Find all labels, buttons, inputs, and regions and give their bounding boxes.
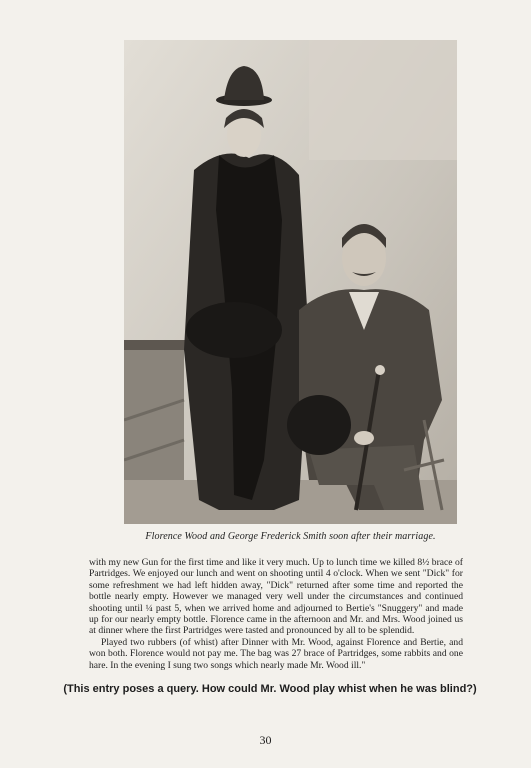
portrait-illustration [124,40,457,524]
diary-paragraph: with my new Gun for the first time and like it very much. Up to lunch time we killed 8½ brace of Partridges. We enjoyed our lunch and went on shooting until 4 o'clock. When we sent "Dick" for some refreshment we had left hidden away, "Dick" returned after some time and reported the bottle nearly empty. However we managed very well under the circumstances and continued shooting until ¼ past 5, when we arrived home and adjourned to Bertie's "Snuggery" and made up for our nearly empty bottle. Florence came in the afternoon and Mr. and Mrs. Wood joined us at dinner where the first Partridges were tasted and pronounced by all to be splendid. [89,557,463,637]
portrait-photograph [124,40,457,524]
page-number: 30 [259,733,272,747]
diary-paragraph: Played two rubbers (of whist) after Dinner with Mr. Wood, against Florence and Bertie, and won both. Florence would not pay me. The bag was 27 brace of Partridges, some rabbits and one hare. In the evening I sung two songs which nearly made Mr. Wood ill." [89,636,463,671]
diary-entry-text [89,557,463,671]
editor-note: (This entry poses a query. How could Mr. Wood play whist when he was blind?) [63,683,477,695]
photo-caption: Florence Wood and George Frederick Smith soon after their marriage. [145,531,436,542]
